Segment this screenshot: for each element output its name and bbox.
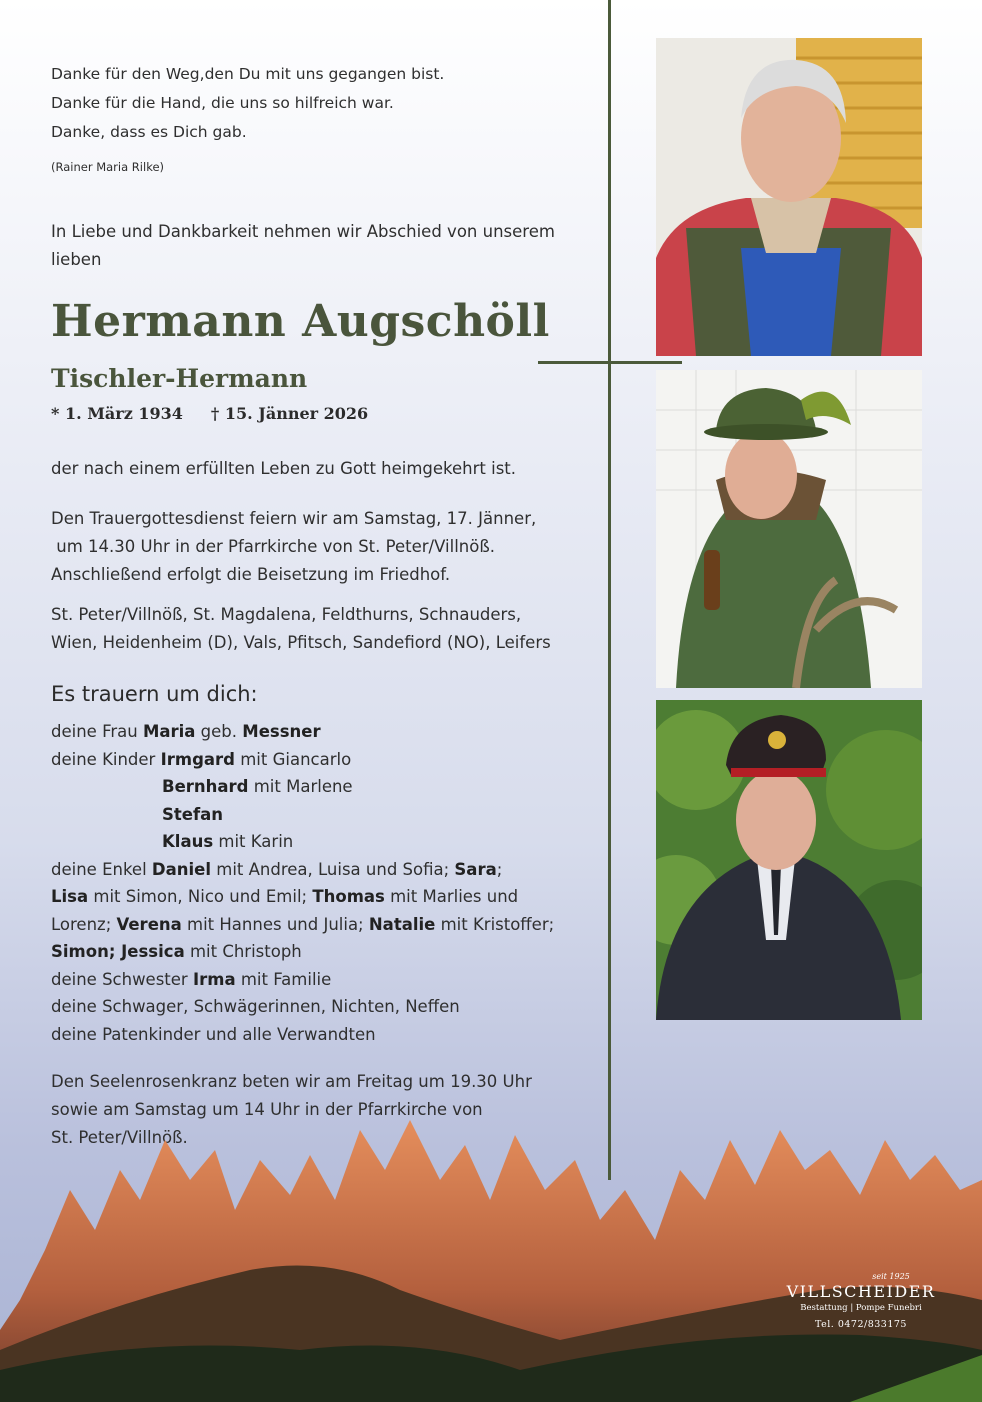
- birth-date: * 1. März 1934: [51, 404, 183, 423]
- mourner-row: [51, 828, 596, 856]
- returned-home-text: der nach einem erfüllten Leben zu Gott heimgekehrt ist.: [51, 459, 517, 478]
- mourner-name: Stefan: [162, 804, 224, 824]
- life-dates: [51, 404, 396, 423]
- rosary-line-2: sowie am Samstag um 14 Uhr in der Pfarrkirche von: [51, 1100, 483, 1119]
- mourner-name: Simon; Jessica: [51, 942, 185, 961]
- cross-vertical-line: [608, 0, 611, 1180]
- rosary-line-3: St. Peter/Villnöß.: [51, 1128, 188, 1147]
- portrait-photo-1: [656, 38, 922, 356]
- mourner-name: Sara: [454, 859, 497, 879]
- mourner-row: [51, 966, 596, 994]
- deceased-nickname: Tischler-Hermann: [51, 364, 308, 393]
- mourner-row: [51, 746, 596, 774]
- mourner-row: [51, 856, 596, 884]
- mourner-name: Irmgard: [160, 749, 235, 769]
- mourner-name: Daniel: [151, 859, 211, 879]
- logo-brand: VILLSCHEIDER: [786, 1282, 936, 1301]
- mourner-name: Lisa: [51, 887, 89, 906]
- mourner-text: ;: [496, 859, 503, 879]
- intro-text: In Liebe und Dankbarkeit nehmen wir Abschied von unserem lieben: [51, 222, 555, 269]
- portrait-photo-2: [656, 370, 922, 688]
- undertaker-logo: [786, 1272, 936, 1330]
- mourner-row: [51, 773, 596, 801]
- funeral-service: [51, 505, 596, 589]
- mourner-row: [51, 938, 596, 966]
- mourner-row: [51, 718, 596, 746]
- portrait-photo-3: [656, 700, 922, 1020]
- mourner-row: [51, 883, 596, 911]
- mourner-text: deine Patenkinder und alle Verwandten: [51, 1024, 376, 1044]
- logo-phone: Tel. 0472/833175: [815, 1319, 907, 1330]
- mourners-title: Es trauern um dich:: [51, 682, 258, 706]
- mourner-text: deine Schwester: [51, 969, 193, 989]
- service-line-3: Anschließend erfolgt die Beisetzung im Friedhof.: [51, 565, 451, 584]
- mourner-text: mit Kristoffer;: [435, 914, 555, 934]
- cross-horizontal-line: [538, 361, 682, 364]
- mourner-row: [51, 1021, 596, 1049]
- mourner-name: Maria: [142, 722, 196, 741]
- places-list: [51, 601, 596, 657]
- mourner-name: Verena: [116, 914, 182, 934]
- mourner-name: Bernhard: [162, 777, 249, 796]
- mourner-name: Messner: [242, 722, 321, 741]
- deceased-name: Hermann Augschöll: [51, 296, 550, 347]
- mourner-row: [51, 993, 596, 1021]
- mourner-name: Klaus: [162, 832, 214, 851]
- mourner-text: mit Karin: [213, 832, 294, 851]
- service-line-1: Den Trauergottesdienst feiern wir am Samstag, 17. Jänner,: [51, 509, 537, 528]
- mourner-text: mit Hannes und Julia;: [181, 914, 369, 934]
- mourner-text: mit Simon, Nico und Emil;: [88, 887, 313, 906]
- mourners-list: [51, 718, 596, 1048]
- mourner-row: [51, 801, 596, 829]
- mourner-text: mit Andrea, Luisa und Sofia;: [211, 859, 455, 879]
- logo-subtitle: Bestattung | Pompe Funebri: [800, 1303, 922, 1313]
- rosary-line-1: Den Seelenrosenkranz beten wir am Freitag um 19.30 Uhr: [51, 1072, 532, 1091]
- poem-line-1: Danke für den Weg,den Du mit uns gegangen bist.: [51, 65, 445, 83]
- mourner-text: mit Familie: [235, 969, 332, 989]
- mourner-text: deine Schwager, Schwägerinnen, Nichten, Neffen: [51, 997, 460, 1016]
- mourner-text: mit Marlies und: [384, 887, 519, 906]
- mountain-landscape: [0, 1100, 982, 1402]
- poem-line-3: Danke, dass es Dich gab.: [51, 123, 247, 141]
- death-date: † 15. Jänner 2026: [210, 404, 369, 423]
- mourner-text: mit Giancarlo: [234, 749, 352, 769]
- mourner-text: Lorenz;: [51, 914, 117, 934]
- mourner-name: Irma: [192, 969, 236, 989]
- poem-line-2: Danke für die Hand, die uns so hilfreich war.: [51, 94, 394, 112]
- mourner-text: mit Marlene: [248, 777, 353, 796]
- mourner-text: mit Christoph: [184, 942, 302, 961]
- poem-author: (Rainer Maria Rilke): [51, 160, 165, 174]
- mourner-text: deine Frau: [51, 722, 143, 741]
- poem: [51, 60, 444, 147]
- places-line-1: St. Peter/Villnöß, St. Magdalena, Feldthurns, Schnauders,: [51, 605, 522, 624]
- mourner-row: [51, 911, 596, 939]
- mourner-name: Thomas: [312, 887, 385, 906]
- places-line-2: Wien, Heidenheim (D), Vals, Pfitsch, Sandefiord (NO), Leifers: [51, 633, 551, 652]
- service-line-2: um 14.30 Uhr in der Pfarrkirche von St. Peter/Villnöß.: [51, 537, 495, 556]
- mourner-text: deine Kinder: [51, 749, 161, 769]
- logo-since: seit 1925: [872, 1272, 910, 1281]
- mourner-text: deine Enkel: [51, 859, 152, 879]
- mourner-name: Natalie: [368, 914, 436, 934]
- mourner-text: geb.: [195, 722, 243, 741]
